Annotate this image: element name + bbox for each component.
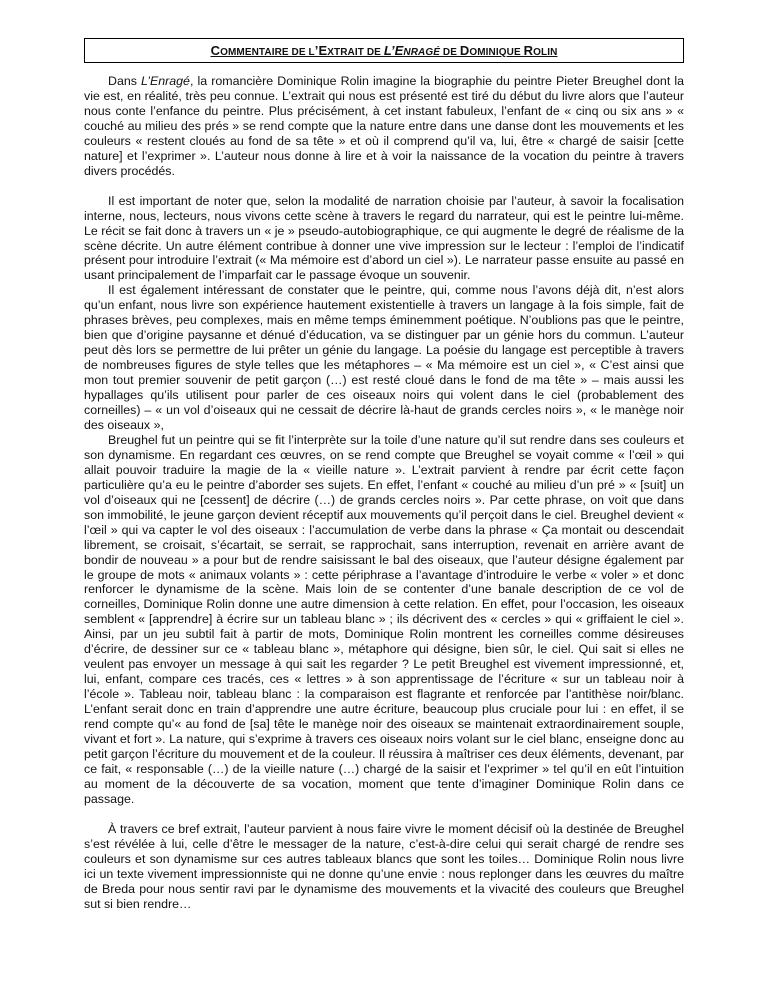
paragraph-narration: Il est important de noter que, selon la modalité de narration choisie par l’auteur, à savoir la focalisation interne, nous, lecteurs, nous vivons cette scène à travers le regard du narrateur, qui est le peintre lui-même. Le récit se fait donc à travers un « je » pseudo-autobiographique, ce qui augmente le degré de réalisme de la scène décrite. Un autre élément contribue à donner une vive impression sur le lecteur : l’emploi de l’indicatif présent pour introduire l’extrait (« Ma mémoire est d’abord un ciel »). Le narrateur passe ensuite au passé en usant principalement de l’imparfait car le passage évoque un souvenir. [84,193,684,283]
book-title: L’ENRAGÉ [383,43,440,58]
commentary-body [84,74,684,911]
paragraph-vocation: Breughel fut un peintre qui se fit l’interprète sur la toile d’une nature qu’il sut rendre dans ses couleurs et son dynamisme. En regardant ces œuvres, on se rend compte que Breughel se voyait comme « l’œil » qui allait pouvoir traduire la magie de la « vieille nature ». L’extrait parvient à rendre par écrit cette façon particulière qu’a eu le peintre d’aborder ses sujets. En effet, l’enfant « couché au milieu d’un pré » « [suit] un vol d’oiseaux qui ne [cessent] de décrire (…) de grands cercles noirs ». Par cette phrase, on voit que dans son immobilité, le jeune garçon devient réceptif aux mouvements qu’il perçoit dans le ciel. Breughel devient « l’œil » qui va capter le vol des oiseaux : l’accumulation de verbe dans la phrase « Ça montait ou descendait librement, se croisait, s’écartait, se serrait, se rapprochait, sans interruption, revenait en arrière avant de bondir de nouveau » a pour but de rendre saisissant le bal des oiseaux, que l’auteur désigne également par le groupe de mots « animaux volants » : cette périphrase a l’avantage d’introduire le verbe « voler » et donc renforcer le dynamisme de la scène. Mais loin de se contenter d’une banale description de ce vol de corneilles, Dominique Rolin donne une autre dimension à cette relation. En effet, pour l’occasion, les oiseaux semblent « [apprendre] à écrire sur un tableau blanc » ; ils décrivent des « cercles » qui « griffaient le ciel ». Ainsi, par un jeu subtil fait à partir de mots, Dominique Rolin montrent les corneilles comme désireuses d’écrire, de dessiner sur ce « tableau blanc », métaphore qui désigne, bien sûr, le ciel. Qui sait si elles ne veulent pas envoyer un message à qui sait les regarder ? Le petit Breughel est vivement impressionné, et, lui, enfant, compare ces tracés, ces « lettres » à son apprentissage de l’écriture « sur un tableau noir à l’école ». Tableau noir, tableau blanc : la comparaison est flagrante et renforcée par l’antithèse noir/blanc. L’enfant serait donc en train d’apprendre une autre écriture, beaucoup plus cruciale pour lui : en effet, il se rend compte qu’« au fond de [sa] tête le manège noir des oiseaux se maintenait extraordinairement souple, vivant et fort ». La nature, qui s’exprime à travers ces oiseaux noirs volant sur le ciel blanc, enseigne donc au petit garçon l’écriture du mouvement et de la couleur. Il réussira à maîtriser ces deux éléments, devenant, par ce fait, « responsable (…) de la vieille nature (…) chargé de la saisir et l’exprimer » tel qu’il en eût l’intuition au moment de la découverte de sa vocation, moment que tente d’imaginer Dominique Rolin dans ce passage. [84,432,684,806]
title-box [84,38,684,63]
paragraph-language: Il est également intéressant de constater que le peintre, qui, comme nous l’avons déjà dit, n’est alors qu’un enfant, nous livre son expérience hautement existentielle à travers un langage à la fois simple, fait de phrases brèves, peu complexes, mais en même temps éminemment poétique. N’oublions pas que le peintre, bien que d’origine paysanne et dénué d’éducation, va se distinguer par un génie hors du commun. L’auteur peut dès lors se permettre de lui prêter un génie du langage. La poésie du langage est perceptible à travers de nombreuses figures de style telles que les métaphores – « Ma mémoire est un ciel », « C’est ainsi que mon tout premier souvenir de petit garçon (…) est resté cloué dans le fond de ma tête » – mais aussi les hypallages qu’ils utilisent pour parler de ces oiseaux noirs qui volent dans le ciel (probablement des corneilles) – « un vol d’oiseaux qui ne cessait de décrire là-haut de grands cercles noirs », « le manège noir des oiseaux », [84,283,684,432]
paragraph-conclusion: À travers ce bref extrait, l’auteur parvient à nous faire vivre le moment décisif où la destinée de Breughel s’est révélée à lui, celle d’être le messager de la nature, c’est-à-dire celui qui serait chargé de rendre ses couleurs et son dynamisme sur ces autres tableaux blancs que sont les toiles… Dominique Rolin nous livre ici un texte vivement impressionniste qui ne donne qu’une envie : nous replonger dans les œuvres du maître de Breda pour nous sentir ravi par le dynamisme des mouvements et la vivacité des couleurs que Breughel sut si bien rendre… [84,821,684,911]
document-title: COMMENTAIRE DE L’EXTRAIT DE L’ENRAGÉ DE DOMINIQUE ROLIN [210,43,558,58]
paragraph-introduction: Dans L’Enragé, la romancière Dominique Rolin imagine la biographie du peintre Pieter Breughel dont la vie est, en réalité, très peu connue. L’extrait qui nous est présenté est tiré du début du livre alors que l’auteur nous conte l’enfance du peintre. Plus précisément, à cet instant fabuleux, l’enfant de « cinq ou six ans » « couché au milieu des prés » se rend compte que la nature entre dans une danse dont les mouvements et les couleurs « restent cloués au fond de sa tête » et où il comprend qu’il va, lui, être « chargé de saisir [cette nature] et l’exprimer ». L’auteur nous donne à lire et à voir la naissance de la vocation du peintre à travers divers procédés. [84,74,684,178]
